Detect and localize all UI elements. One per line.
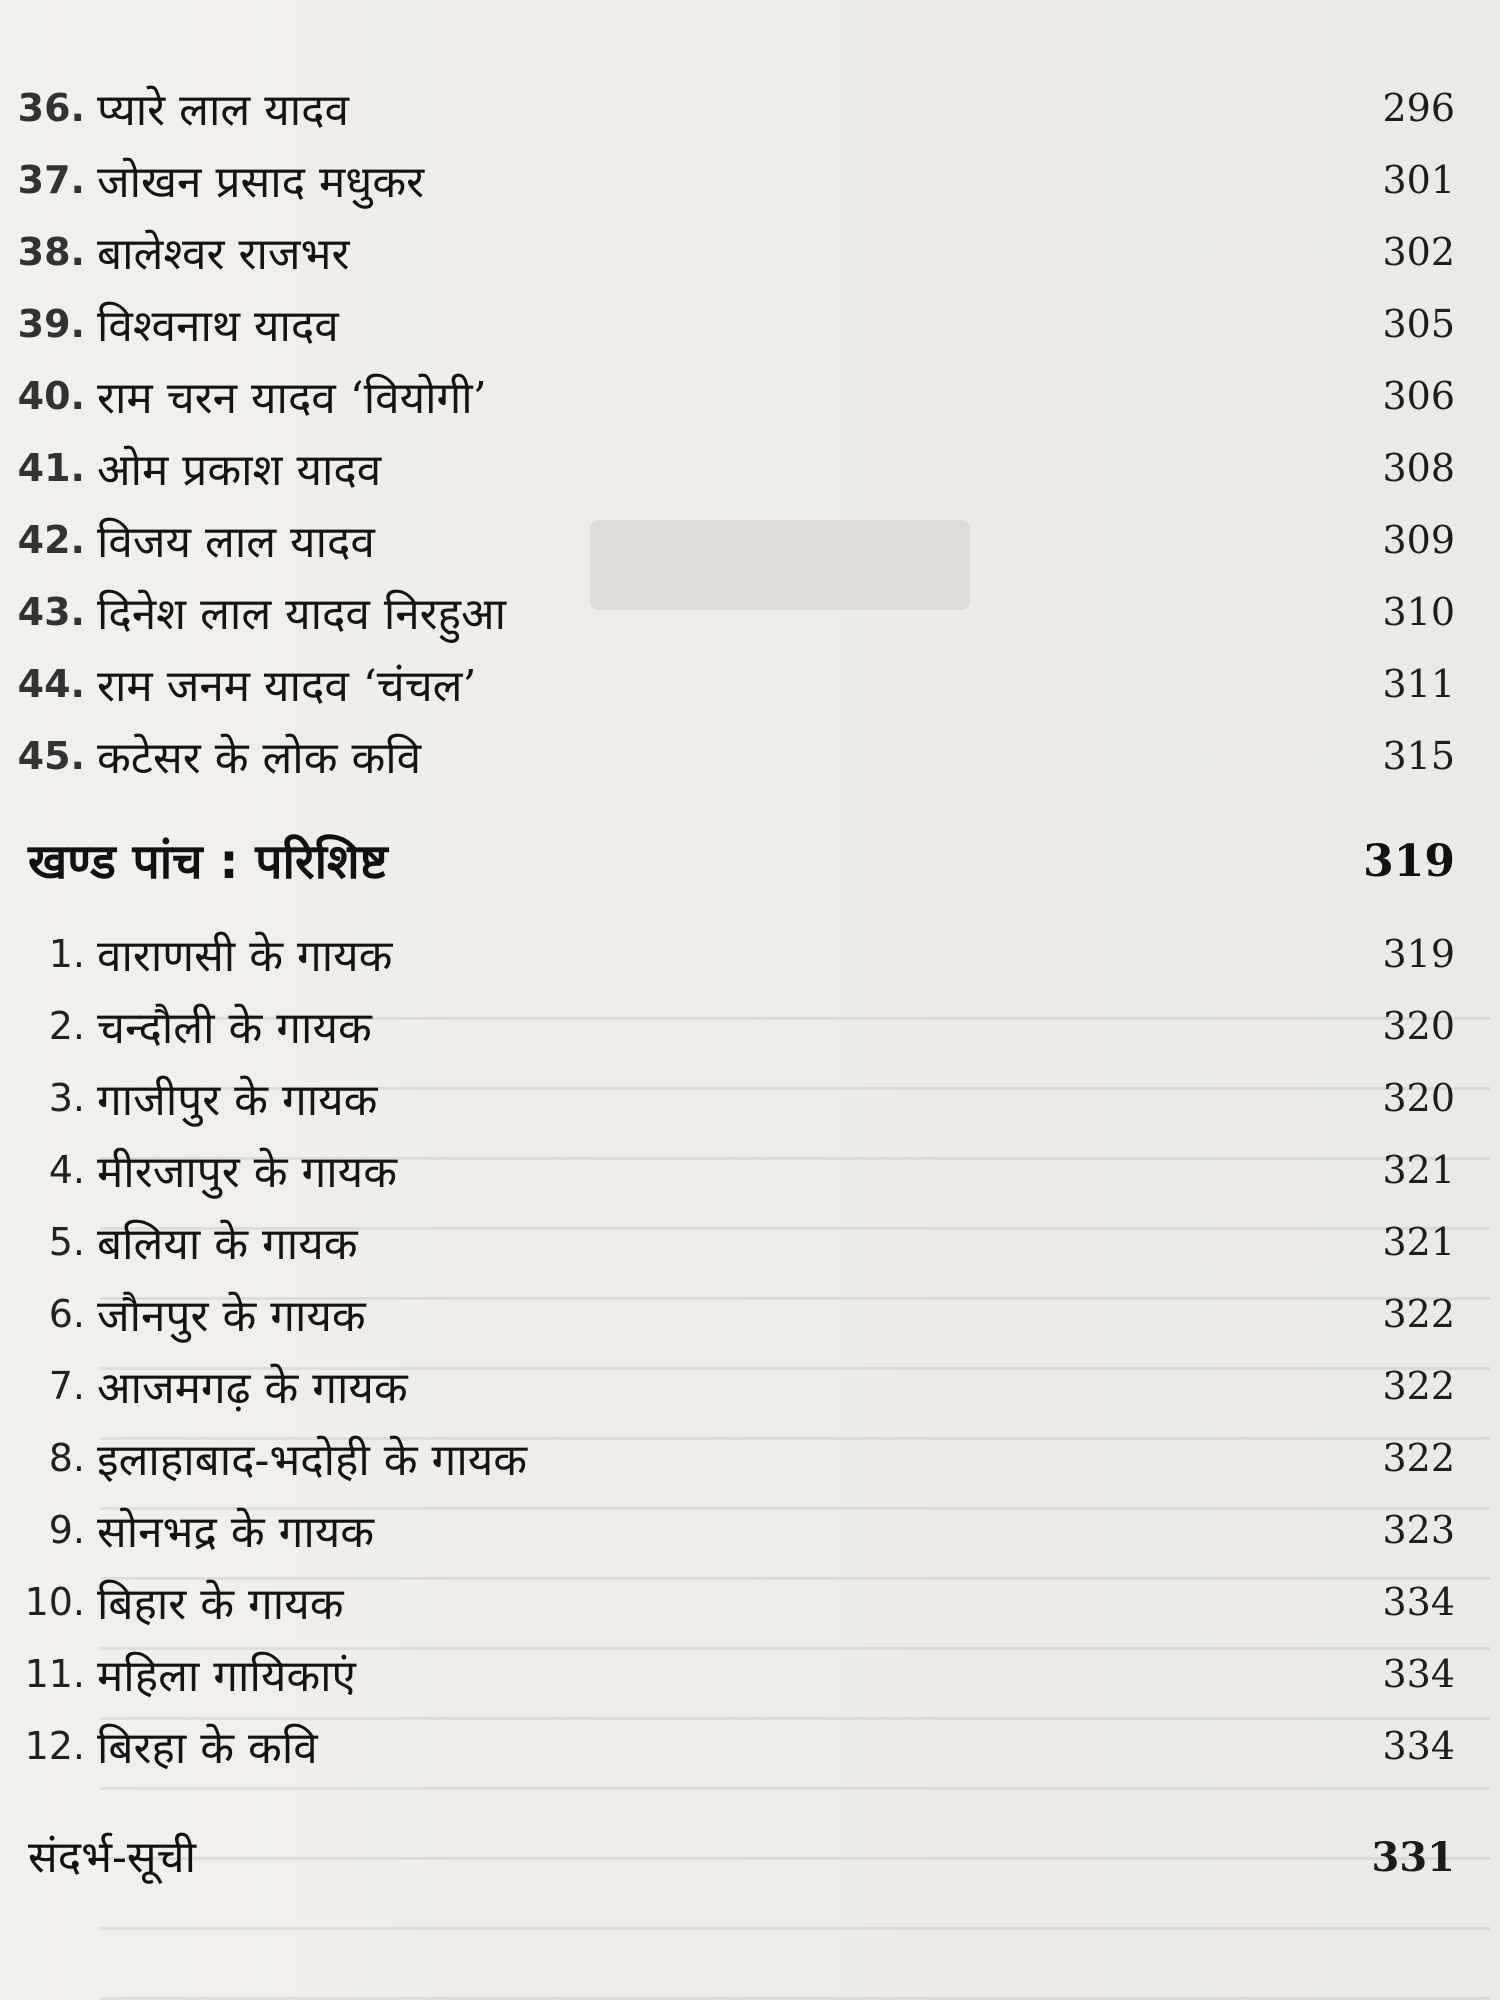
entry-title: विजय लाल यादव: [97, 517, 375, 568]
entry-number: 43.: [17, 590, 85, 634]
entry-number: 8.: [48, 1436, 85, 1480]
entry-page-number: 319: [1382, 932, 1455, 976]
entry-title: दिनेश लाल यादव निरहुआ: [97, 589, 507, 640]
toc-entry: [0, 72, 349, 144]
entry-number: 45.: [17, 734, 85, 778]
entry-page-number: 321: [1382, 1148, 1455, 1192]
entry-page-number: 334: [1382, 1724, 1455, 1768]
entry-number: 42.: [17, 518, 85, 562]
entry-title: ओम प्रकाश यादव: [97, 445, 382, 496]
toc-entry: [0, 1638, 356, 1710]
entry-title: गाजीपुर के गायक: [97, 1075, 378, 1126]
entry-number: 10.: [24, 1580, 85, 1624]
entry-number: 7.: [48, 1364, 85, 1408]
entry-page-number: 320: [1382, 1076, 1455, 1120]
entry-number: 5.: [48, 1220, 85, 1264]
entry-page-number: 308: [1382, 446, 1455, 490]
entry-number: 37.: [17, 158, 85, 202]
entry-page-number: 323: [1382, 1508, 1455, 1552]
entry-number: 44.: [17, 662, 85, 706]
toc-entry: [0, 1062, 377, 1134]
entry-number: 1.: [48, 932, 85, 976]
entry-title: वाराणसी के गायक: [97, 931, 393, 982]
entry-page-number: 311: [1382, 662, 1455, 706]
references-heading: संदर्भ-सूची: [28, 1832, 196, 1883]
entry-number: 41.: [17, 446, 85, 490]
entry-title: कटेसर के लोक कवि: [97, 733, 422, 784]
entry-number: 6.: [48, 1292, 85, 1336]
entry-page-number: 322: [1382, 1364, 1455, 1408]
entry-title: इलाहाबाद-भदोही के गायक: [97, 1435, 528, 1486]
entry-page-number: 322: [1382, 1292, 1455, 1336]
toc-entry: [0, 1206, 358, 1278]
entry-page-number: 305: [1382, 302, 1455, 346]
entry-title: राम जनम यादव ‘चंचल’: [97, 661, 477, 712]
toc-entry: [0, 504, 375, 576]
entry-number: 39.: [17, 302, 85, 346]
entry-page-number: 302: [1382, 230, 1455, 274]
entry-title: जोखन प्रसाद मधुकर: [97, 157, 425, 208]
entry-number: 2.: [48, 1004, 85, 1048]
toc-entry: [0, 144, 424, 216]
toc-entry: [0, 1566, 344, 1638]
entry-number: 12.: [24, 1724, 85, 1768]
entry-number: 3.: [48, 1076, 85, 1120]
toc-entry: [0, 216, 349, 288]
entry-page-number: 301: [1382, 158, 1455, 202]
toc-entry: [0, 1350, 408, 1422]
toc-entry: [0, 990, 372, 1062]
entry-page-number: 334: [1382, 1580, 1455, 1624]
entry-title: आजमगढ़ के गायक: [97, 1363, 408, 1414]
entry-page-number: 309: [1382, 518, 1455, 562]
section-heading: खण्ड पांच : परिशिष्ट: [28, 834, 388, 890]
entry-title: राम चरन यादव ‘वियोगी’: [97, 373, 487, 424]
toc-entry: [0, 1422, 527, 1494]
entry-number: 4.: [48, 1148, 85, 1192]
references-page-number: 331: [1371, 1834, 1455, 1881]
toc-entry: [0, 918, 392, 990]
toc-entry: [0, 288, 339, 360]
entry-page-number: 310: [1382, 590, 1455, 634]
entry-title: बलिया के गायक: [97, 1219, 358, 1270]
entry-title: बिहार के गायक: [97, 1579, 344, 1630]
entry-number: 11.: [24, 1652, 85, 1696]
entry-number: 40.: [17, 374, 85, 418]
toc-entry: [0, 1134, 397, 1206]
entry-title: महिला गायिकाएं: [97, 1651, 356, 1702]
entry-title: बालेश्वर राजभर: [97, 229, 350, 280]
entry-page-number: 321: [1382, 1220, 1455, 1264]
toc-entry: [0, 720, 421, 792]
entry-title: प्यारे लाल यादव: [97, 85, 349, 136]
entry-page-number: 322: [1382, 1436, 1455, 1480]
entry-title: सोनभद्र के गायक: [97, 1507, 375, 1558]
toc-entry: [0, 1710, 318, 1782]
entry-number: 38.: [17, 230, 85, 274]
entry-title: मीरजापुर के गायक: [97, 1147, 397, 1198]
section-page-number: 319: [1363, 836, 1455, 887]
toc-entry: [0, 432, 381, 504]
entry-number: 36.: [17, 86, 85, 130]
entry-page-number: 306: [1382, 374, 1455, 418]
toc-entry: [0, 576, 506, 648]
toc-entry: [0, 648, 476, 720]
entry-number: 9.: [48, 1508, 85, 1552]
entry-page-number: 315: [1382, 734, 1455, 778]
entry-title: जौनपुर के गायक: [97, 1291, 366, 1342]
entry-page-number: 296: [1382, 86, 1455, 130]
bleed-through-heading: [590, 520, 970, 610]
entry-title: विश्वनाथ यादव: [97, 301, 339, 352]
entry-page-number: 334: [1382, 1652, 1455, 1696]
entry-title: बिरहा के कवि: [97, 1723, 318, 1774]
toc-entry: [0, 1494, 374, 1566]
toc-entry: [0, 360, 487, 432]
entry-page-number: 320: [1382, 1004, 1455, 1048]
toc-entry: [0, 1278, 366, 1350]
entry-title: चन्दौली के गायक: [97, 1003, 372, 1054]
